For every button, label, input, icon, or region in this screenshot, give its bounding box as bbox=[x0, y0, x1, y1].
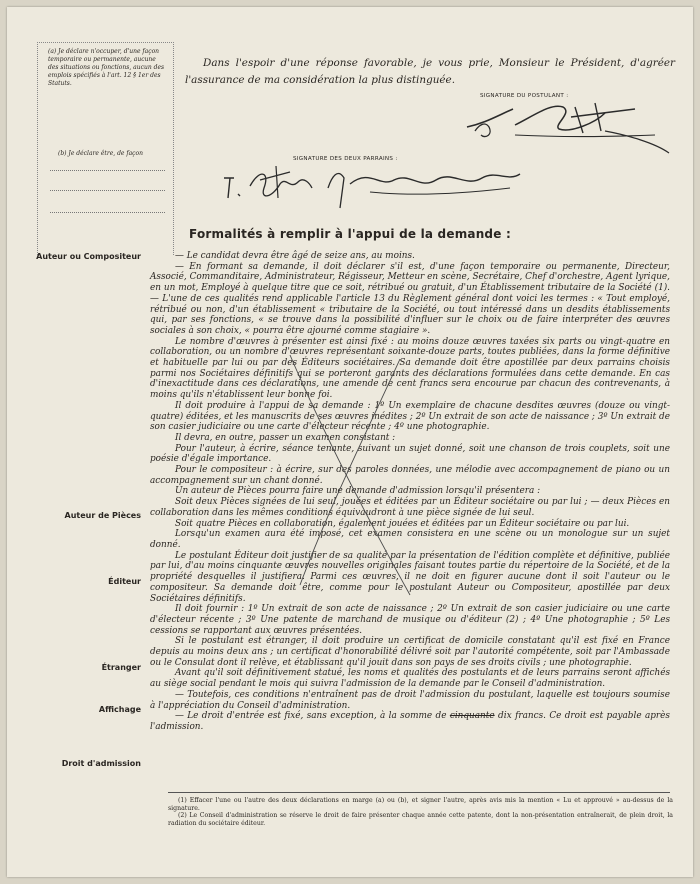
paragraph: Pour l'auteur, à écrire, séance tenante, suivant un sujet donné, soit une chanson de trois couplets, soit une poésie d'égale importance. bbox=[150, 443, 670, 465]
paragraph: — Toutefois, ces conditions n'entraînent pas de droit l'admission du postulant, laquelle est toujours soumise à l'appréciation du Conseil d'administration. bbox=[150, 689, 670, 711]
footnote-1: (1) Effacer l'une ou l'autre des deux déclarations en marge (a) ou (b), et signer l'autre, après avis mis la mention « Lu et approuvé » au-dessus de la signature. bbox=[168, 797, 673, 812]
label-auteur-pieces: Auteur de Pièces bbox=[64, 511, 141, 520]
declaration-b: (b) Je déclare être, de façon bbox=[58, 150, 143, 157]
struck-amount: cinquante bbox=[449, 711, 495, 722]
admission-fee-text-end: francs. Ce droit est payable après l'admission. bbox=[150, 711, 670, 732]
paragraph: Il doit fournir : 1º Un extrait de son acte de naissance ; 2º Un extrait de son casier judiciaire ou une carte d'électeur récente ; 3º Une patente de marchand de musique ou d'éditeur (2) ; 4º Une photographie ; 5º Les cessions se rapportant aux œuvres présentées. bbox=[150, 604, 670, 636]
paragraph: Un auteur de Pièces pourra faire une demande d'admission lorsqu'il présentera : bbox=[175, 486, 541, 497]
label-editeur: Éditeur bbox=[108, 577, 141, 586]
paragraph: Soit deux Pièces signées de lui seul, jouées et éditées par un Éditeur sociétaire ou par lui ; — deux Pièces en collaboration dans les mêmes conditions équivaudront à une pièce signée de lui seul. bbox=[150, 497, 670, 518]
paragraph bbox=[150, 711, 670, 732]
paragraph: — Le candidat devra être âgé de seize ans, au moins. bbox=[175, 251, 415, 261]
paragraph: Il devra, en outre, passer un examen consistant : bbox=[175, 432, 396, 443]
declaration-a: (a) Je déclare n'occuper, d'une façon temporaire ou permanente, aucune des situations ou fonctions, aucun des emplois spécifiés à l'art. 12 § 1er des Statuts. bbox=[48, 48, 165, 87]
paragraph: Le postulant Éditeur doit justifier de sa qualité par la présentation de l'édition complète et définitive, publiée par lui, d'au moins cinquante œuvres nouvelles originales faisant toutes partie du répertoire de la Société, et de la propriété desquelles il justifiera. Parmi ces œuvres, il ne doit en figurer aucune dont il soit l'auteur ou le compositeur. Sa demande doit être, comme pour le postulant Auteur ou Compositeur, apostillée par deux Sociétaires définitifs. bbox=[150, 550, 670, 604]
paragraph: Il doit produire à l'appui de sa demande : 1º Un exemplaire de chacune desdites œuvres (douze ou vingt-quatre) éditées, et les manuscrits de ses œuvres inédites ; 2º Un extrait de son acte de naissance ; 3º Un extrait de son casier judiciaire ou une carte d'électeur récente ; 4º une photographie. bbox=[150, 400, 670, 433]
footnotes bbox=[168, 797, 673, 827]
closing-formula: Dans l'espoir d'une réponse favorable, je vous prie, Monsieur le Président, d'agréer l'assurance de ma considération la plus distinguée. bbox=[185, 57, 675, 86]
dotted-line bbox=[50, 212, 165, 213]
dotted-line bbox=[50, 190, 165, 191]
handwritten-amount: dix bbox=[497, 711, 512, 722]
label-etranger: Étranger bbox=[101, 663, 141, 672]
admission-fee-text: — Le droit d'entrée est fixé, sans exception, à la somme de bbox=[175, 711, 447, 722]
label-affichage: Affichage bbox=[98, 705, 141, 714]
paragraph: Avant qu'il soit définitivement statué, les noms et qualités des postulants et de leurs parrains seront affichés au siège social pendant le mois qui suivra l'admission de la demande par le Conseil d'administration. bbox=[150, 668, 670, 690]
signature-postulant bbox=[455, 95, 685, 160]
pencil-cross-mark bbox=[280, 345, 430, 605]
section-title: Formalités à remplir à l'appui de la demande : bbox=[189, 227, 511, 241]
paragraph: Le nombre d'œuvres à présenter est ainsi fixé : au moins douze œuvres taxées six parts ou vingt-quatre en collaboration, ou un nombre d'œuvres représentant soixante-douze parts, toutes publiées, dans la forme définitive et habituelle par lui ou par des Éditeurs sociétaires. Sa demande doit être apostillée par deux parrains choisis parmi nos Sociétaires définitifs qui se porteront garants des déclarations formulées dans cette demande. En cas d'inexactitude dans ces déclarations, une amende de cent francs sera encourue par chacun des contrevenants, à moins qu'ils n'établissent leur bonne foi. bbox=[150, 336, 670, 401]
signature-parrains bbox=[220, 158, 530, 213]
paragraph: — En formant sa demande, il doit déclarer s'il est, d'une façon temporaire ou permanente, Directeur, Associé, Commanditaire, Administrateur, Régisseur, Metteur en scène, Secrétaire, Chef d'orchestre, Agent lyrique, en un mot, Employé à quelque titre que ce soit, rétribué ou gratuit, d'un Établissement tributaire de la Société (1). — L'une de ces qualités rend applicable l'article 13 du Règlement général dont voici les termes : « Tout employé, rétribué ou non, d'un établissement « tributaire de la Société, ou tout intéressé dans un desdits établissements qui, par ses fonctions, « se trouve dans la possibilité d'influer sur le choix ou de faire interpréter des œuvres sociales à son choix, « pourra être ajourné comme stagiaire ». bbox=[150, 261, 670, 336]
paragraph: Pour le compositeur : à écrire, sur des paroles données, une mélodie avec accompagnement de piano ou un accompagnement sur un chant donné. bbox=[150, 465, 670, 486]
footnote-2: (2) Le Conseil d'administration se réserve le droit de faire présenter chaque année cette patente, dont la non-présentation entraînerait, de plein droit, la radiation du sociétaire éditeur. bbox=[168, 812, 673, 827]
paragraph: Si le postulant est étranger, il doit produire un certificat de domicile constatant qu'il est fixé en France depuis au moins deux ans ; un certificat d'honorabilité délivré soit par l'autorité compétente, soit par l'Ambassade ou le Consulat dont il relève, et établissant qu'il jouit dans son pays de ses droits civils ; une photographie. bbox=[150, 636, 670, 668]
dotted-line bbox=[50, 170, 165, 171]
label-droit-admission: Droit d'admission bbox=[61, 759, 141, 768]
paragraph: Soit quatre Pièces en collaboration, également jouées et éditées par un Éditeur sociétaire ou par lui. bbox=[175, 518, 630, 529]
signature-parrains-label: SIGNATURE DES DEUX PARRAINS : bbox=[293, 156, 398, 162]
footnote-rule bbox=[168, 792, 670, 793]
signature-postulant-label: SIGNATURE DU POSTULANT : bbox=[480, 93, 569, 99]
label-auteur: Auteur ou Compositeur bbox=[36, 252, 141, 261]
paragraph: Lorsqu'un examen aura été imposé, cet examen consistera en une scène ou un monologue sur un sujet donné. bbox=[150, 529, 670, 550]
